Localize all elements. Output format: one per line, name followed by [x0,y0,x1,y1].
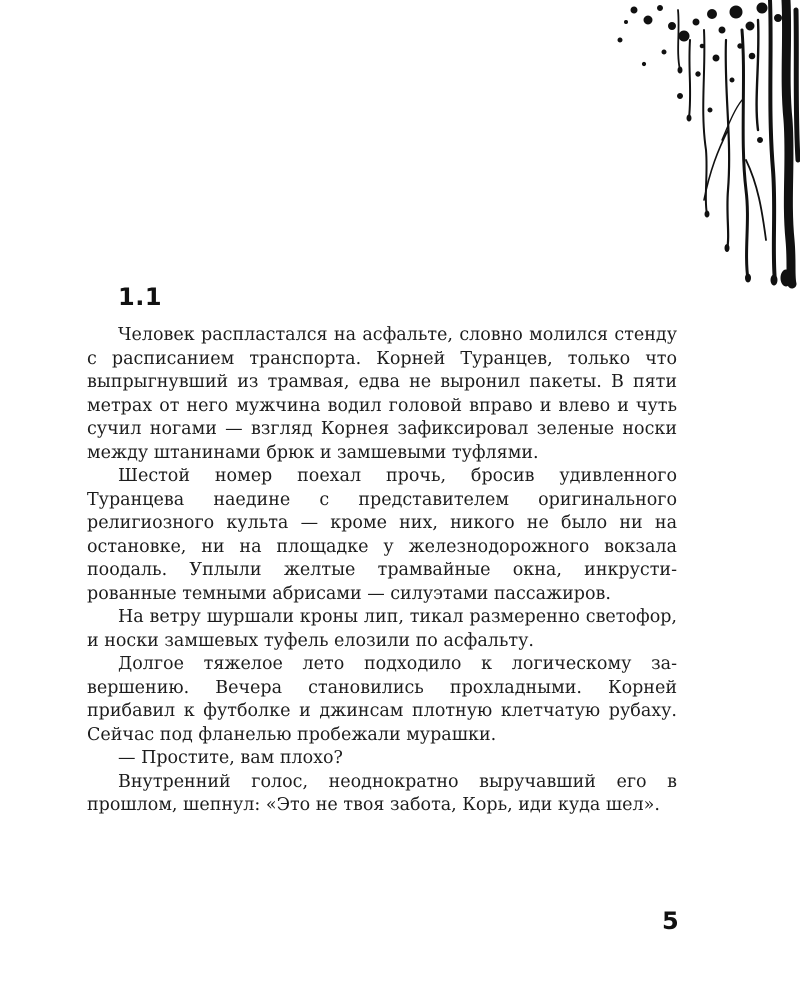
paragraph: Внутренний голос, неоднократно выручавший его в прошлом, шепнул: «Это не твоя забота, Корь, иди куда шел». [87,771,677,815]
paragraph: Шестой номер поехал прочь, бросив удивленного Туранцева наедине с представителем оригинального религиозного культа — кроме них, никого не было ни на остановке, ни на площадке у железнодорожного вокзала поодаль. Уплыли желтые трамвайные окна, инкрустированные темными абрисами — силуэтами пассажиров. [87,466,677,604]
ink-splatter-illustration [600,0,800,290]
paragraph: Человек распластался на асфальте, словно молился стенду с расписанием транспорта. Корней Туранцев, только что выпрыгнувший из трамвая, едва не выронил пакеты. В пяти метрах от него мужчина водил головой вправо и влево и чуть сучил ногами — взгляд Корнея зафиксировал зеленые носки между штанинами брюк и замшевыми туфлями. [87,325,677,463]
body-text [87,324,677,818]
chapter-heading: 1.1 [118,283,163,311]
paragraph: Долгое тяжелое лето подходило к логическому завершению. Вечера становились прохладными. Корней прибавил к футболке и джинсам плотную клетчатую рубаху. Сейчас под фланелью пробежали мурашки. [87,654,677,745]
paragraph: — Простите, вам плохо? [118,748,343,768]
page-number: 5 [662,907,679,935]
paragraph: На ветру шуршали кроны лип, тикал размеренно светофор, и носки замшевых туфель елозили по асфальту. [87,607,677,651]
